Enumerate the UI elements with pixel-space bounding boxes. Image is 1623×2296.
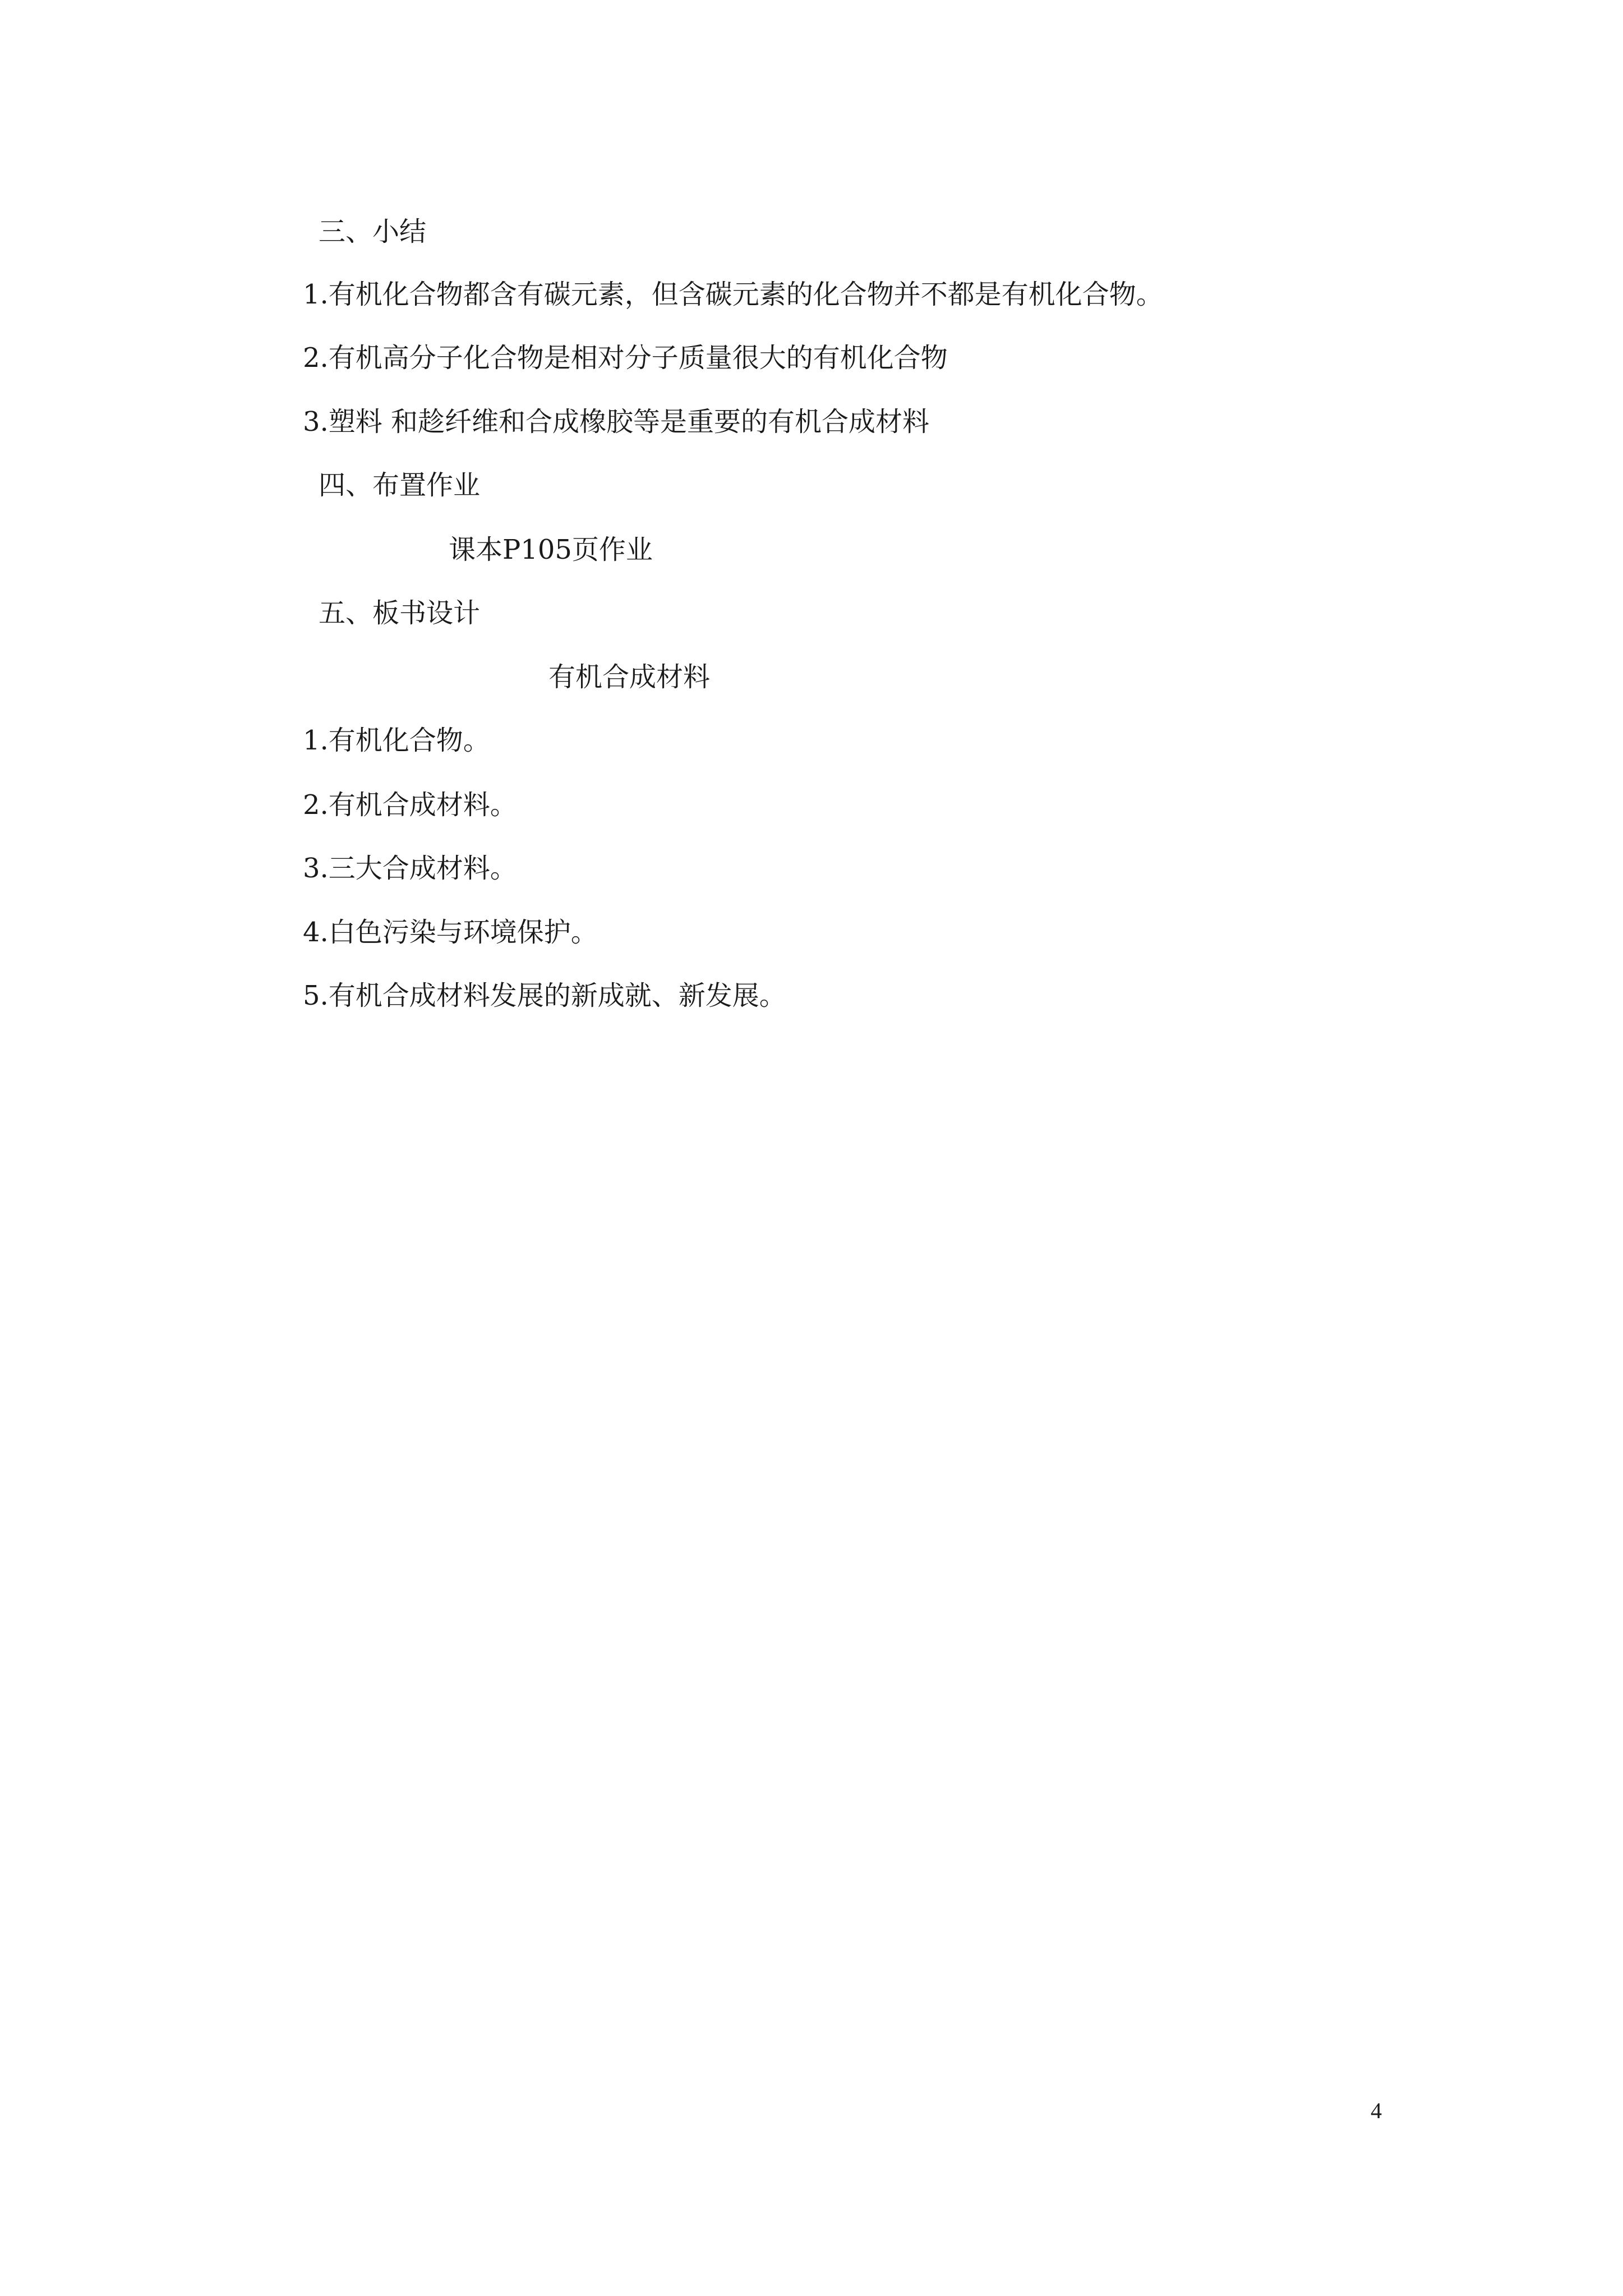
summary-item-3: 3.塑料 和趁纤维和合成橡胶等是重要的有机合成材料: [303, 406, 930, 438]
board-item-2: 2.有机合成材料。: [303, 789, 517, 821]
board-item-4: 4.白色污染与环境保护。: [303, 917, 598, 948]
board-design-title: 有机合成材料: [548, 661, 711, 693]
homework-content: 课本P105页作业: [449, 534, 653, 565]
board-item-1: 1.有机化合物。: [303, 725, 490, 756]
summary-item-2: 2.有机高分子化合物是相对分子质量很大的有机化合物: [303, 342, 948, 374]
section-heading-homework: 四、布置作业: [319, 470, 481, 501]
section-heading-summary: 三、小结: [319, 216, 427, 247]
section-heading-board-design: 五、板书设计: [319, 597, 481, 629]
board-item-5: 5.有机合成材料发展的新成就、新发展。: [303, 980, 786, 1011]
summary-item-1: 1.有机化合物都含有碳元素，但含碳元素的化合物并不都是有机化合物。: [303, 279, 1163, 310]
page-number: 4: [1371, 2098, 1382, 2123]
board-item-3: 3.三大合成材料。: [303, 853, 517, 884]
